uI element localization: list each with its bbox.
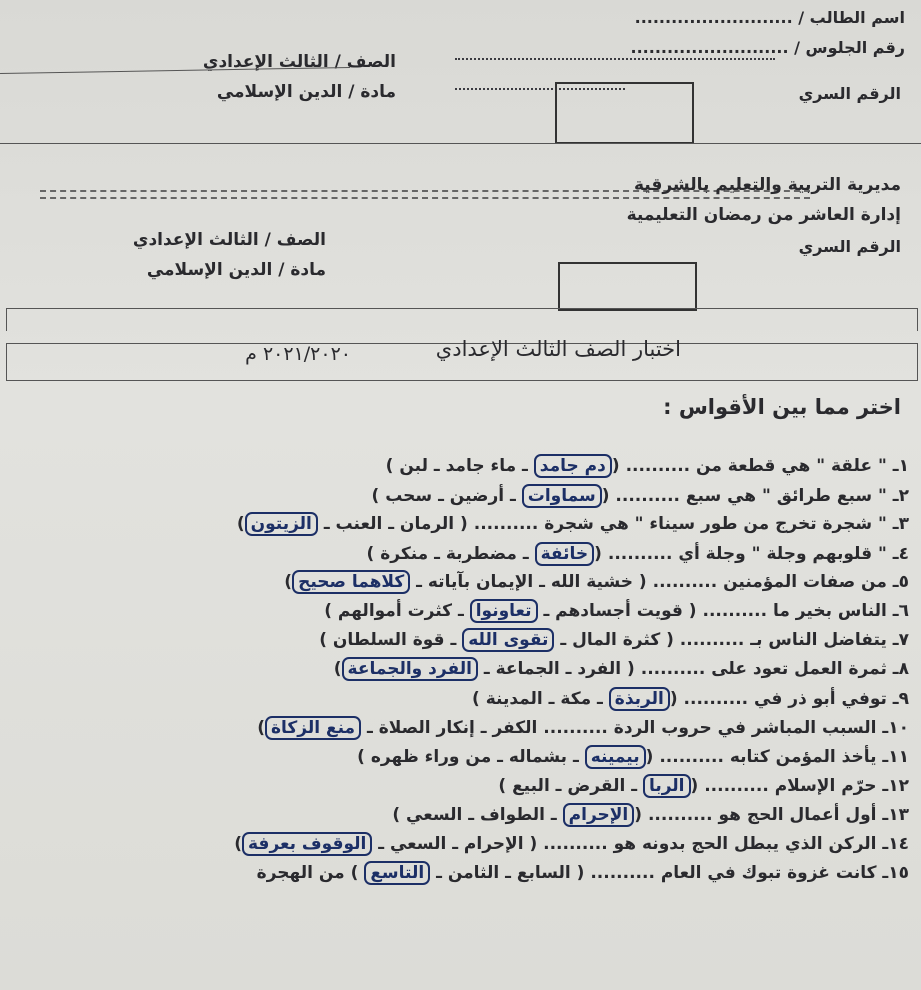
answer-circle: الربذة xyxy=(609,687,670,711)
question-2: ٢ـ " سبع طرائق " هي سبع .......... (سماوات ـ أرضين ـ سحب ) xyxy=(371,486,909,506)
question-5: ٥ـ من صفات المؤمنين .......... ( خشية الله ـ الإيمان بآياته ـ كلاهما صحيح) xyxy=(284,572,909,592)
cut-line xyxy=(40,197,810,199)
administration-label: إدارة العاشر من رمضان التعليمية xyxy=(626,205,901,225)
subject-label: مادة / الدين الإسلامي xyxy=(216,82,396,102)
answer-circle: تعاونوا xyxy=(470,599,538,623)
exam-year: ٢٠٢١/٢٠٢٠ م xyxy=(245,343,351,365)
grade-label: الصف / الثالث الإعدادي xyxy=(202,52,396,72)
divider xyxy=(0,143,921,144)
answer-circle: الزيتون xyxy=(245,512,318,536)
grade-label: الصف / الثالث الإعدادي xyxy=(132,230,326,250)
directorate-label: مديرية التربية والتعليم بالشرقية xyxy=(633,175,901,195)
answer-circle: كلاهما صحيح xyxy=(292,570,410,594)
question-13: ١٣ـ أول أعمال الحج هو .......... (الإحرام ـ الطواف ـ السعي ) xyxy=(392,805,909,825)
answer-circle: بيمينه xyxy=(585,745,646,769)
question-9: ٩ـ توفي أبو ذر في .......... (الربذة ـ مكة ـ المدينة ) xyxy=(472,689,909,709)
secret-number-label: الرقم السري xyxy=(798,237,901,256)
answer-circle: منع الزكاة xyxy=(265,716,361,740)
answer-circle: الوقوف بعرفة xyxy=(242,832,372,856)
question-15: ١٥ـ كانت غزوة تبوك في العام .......... ( السابع ـ الثامن ـ التاسع ) من الهجرة xyxy=(256,863,909,883)
student-name-field: اسم الطالب / .......................... xyxy=(634,8,905,27)
question-1: ١ـ " علقة " هي قطعة من .......... (دم جامد ـ ماء جامد ـ لبن ) xyxy=(385,456,909,476)
instruction: اختر مما بين الأقواس : xyxy=(663,395,901,419)
question-14: ١٤ـ الركن الذي يبطل الحج بدونه هو .......... ( الإحرام ـ السعي ـ الوقوف بعرفة) xyxy=(234,834,909,854)
answer-circle: خائفة xyxy=(535,542,595,566)
answer-circle: الربا xyxy=(643,774,691,798)
answer-circle: الفرد والجماعة xyxy=(342,657,478,681)
dotted-line xyxy=(455,58,775,60)
question-6: ٦ـ الناس بخير ما .......... ( قويت أجسادهم ـ تعاونوا ـ كثرت أموالهم ) xyxy=(324,601,909,621)
secret-number-label: الرقم السري xyxy=(798,84,901,103)
answer-circle: دم جامد xyxy=(534,454,612,478)
secret-number-box xyxy=(555,82,694,144)
question-11: ١١ـ يأخذ المؤمن كتابه .......... (بيمينه ـ بشماله ـ من وراء ظهره ) xyxy=(357,747,909,767)
exam-title: اختبار الصف الثالث الإعدادي xyxy=(435,337,681,361)
answer-circle: الإحرام xyxy=(563,803,635,827)
answer-circle: تقوى الله xyxy=(462,628,554,652)
question-3: ٣ـ " شجرة تخرج من طور سيناء " هي شجرة .......... ( الرمان ـ العنب ـ الزيتون) xyxy=(236,514,909,534)
secret-number-box xyxy=(558,262,697,311)
answer-circle: سماوات xyxy=(522,484,602,508)
question-10: ١٠ـ السبب المباشر في حروب الردة .......... الكفر ـ إنكار الصلاة ـ منع الزكاة) xyxy=(257,718,909,738)
question-4: ٤ـ " قلوبهم وجلة " وجلة أي .......... (خائفة ـ مضطربة ـ منكرة ) xyxy=(366,544,909,564)
question-12: ١٢ـ حرّم الإسلام .......... (الربا ـ القرض ـ البيع ) xyxy=(498,776,909,796)
subject-label: مادة / الدين الإسلامي xyxy=(146,260,326,280)
question-7: ٧ـ يتفاضل الناس بـ .......... ( كثرة المال ـ تقوى الله ـ قوة السلطان ) xyxy=(319,630,909,650)
question-8: ٨ـ ثمرة العمل تعود على .......... ( الفرد ـ الجماعة ـ الفرد والجماعة) xyxy=(333,659,909,679)
title-bar-top xyxy=(6,308,918,331)
seat-number-field: رقم الجلوس / .......................... xyxy=(630,38,905,57)
answer-circle: التاسع xyxy=(364,861,430,885)
